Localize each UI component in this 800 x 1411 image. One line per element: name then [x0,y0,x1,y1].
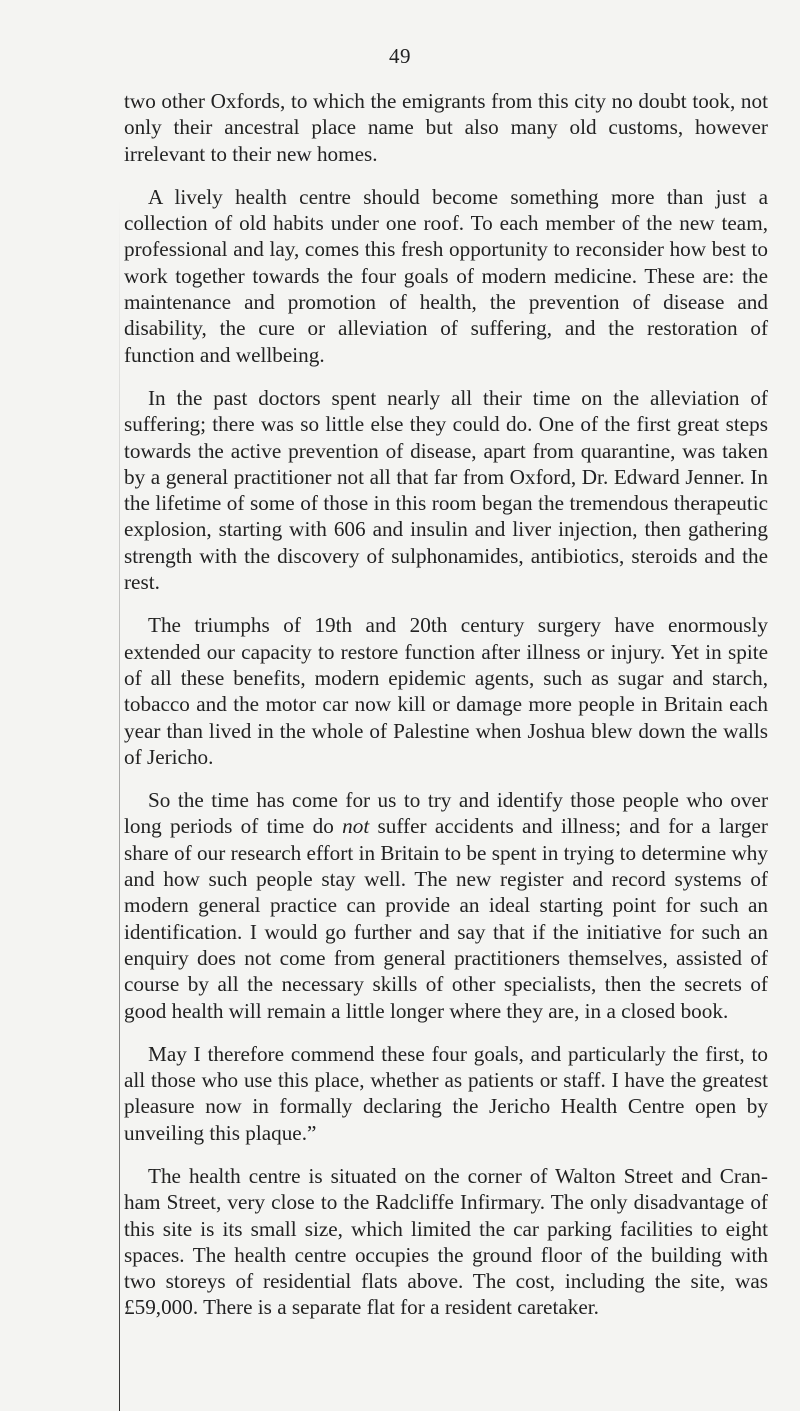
paragraph-text: In the past doctors spent nearly all their time on the alleviation of suffering; there was so little else they could do. One of the first great steps towards the active prevention of disease, apart from quarantine, was taken by a general practitioner not all that far from Oxford, Dr. Edward Jenner. In the lifetime of some of those in this room began the tremendous therapeutic explosion, starting with 606 and insulin and liver injection, then gathering strength with the discovery of sulphonamides, antibiotics, steroids and the rest. [124,385,768,595]
paragraph-text: The triumphs of 19th and 20th century surgery have enormously extended our capacity to restore function after illness or injury. Yet in spite of all these benefits, modern epidemic agents, such as sugar and starch, tobacco and the motor car now kill or damage more people in Britain each year than lived in the whole of Palestine when Joshua blew down the walls of Jericho. [124,613,768,769]
paragraph [124,787,768,1024]
paragraph-text: The health centre is situated on the corner of Walton Street and Cran-ham Street, very close to the Radcliffe Infirmary. The only disadvantage of this site is its small size, which limited the car parking facilities to eight spaces. The health centre occupies the ground floor of the building with two storeys of residential flats above. The cost, including the site, was £59,000. There is a separate flat for a resident caretaker. [124,1163,768,1320]
paragraph-text: So the time has come for us to try and identify those people who over long periods of time do [124,788,768,839]
paragraph-text: suffer accidents and illness; and for a larger share of our research effort in Britain to be spent in trying to determine why and how such people stay well. The new register and record systems of modern general practice can provide an ideal starting point for such an identification. I would go further and say that if the initiative for such an enquiry does not come from general practitioners themselves, assisted of course by all the necessary skills of other specialists, then the secrets of good health will remain a little longer where they are, in a closed book. [124,814,768,1023]
paragraph [124,612,768,770]
emphasis-text: not [342,814,370,839]
paragraph-text: two other Oxfords, to which the emigrants from this city no doubt took, not only their ancestral place name but also many old customs, however irrelevant to their new homes. [124,89,768,166]
paragraph-text: A lively health centre should become something more than just a collection of old habits under one roof. To each member of the new team, professional and lay, comes this fresh opportunity to reconsider how best to work together towards the four goals of modern medicine. These are: the maintenance and promotion of health, the prevention of disease and disability, the cure or alleviation of suffering, and the restoration of function and wellbeing. [124,184,768,367]
paragraph [124,184,768,368]
paragraph-text: May I therefore commend these four goals, and particularly the first, to all those who use this place, whether as patients or staff. I have the greatest pleasure now in formally declaring the Jericho Health Centre open by unveiling this plaque.” [124,1041,768,1145]
binding-shadow [119,196,120,1411]
paragraph [124,1041,768,1146]
paragraph [124,385,768,595]
body-text [124,88,768,1338]
paragraph [124,1163,768,1321]
page-number: 49 [389,44,411,68]
paragraph [124,88,768,167]
